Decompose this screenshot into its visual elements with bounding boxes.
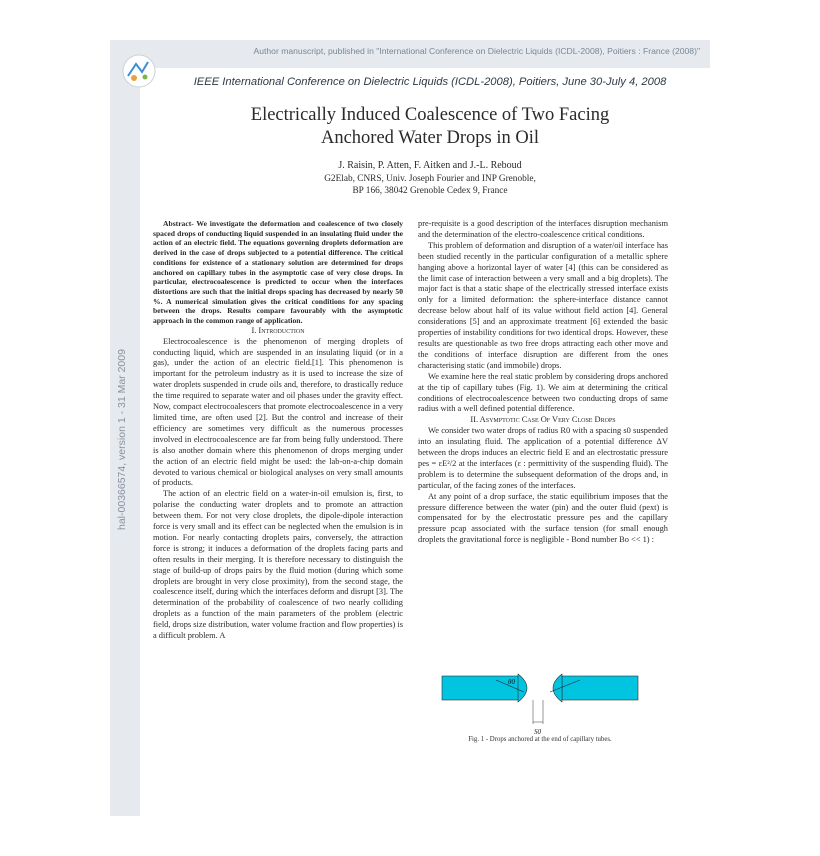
paragraph-setup: We consider two water drops of radius R0 with a spacing s0 suspended into an insulating fluid. The application of a potential difference ΔV between the drops induces an electric field E and an electrostatic pressure pes = εE²/2 at the interfaces (ε : permittivity of the suspending fluid). The problem is to determine the subsequent deformation of the drops and, in particular, of the facing zones of the interfaces.: [418, 426, 668, 490]
figure-caption: Fig. 1 - Drops anchored at the end of capillary tubes.: [468, 736, 612, 743]
abstract: Abstract- We investigate the deformation and coalescence of two closely spaced drops of conducting liquid suspended in an insulating fluid under the action of an electric field. The equations governing droplets deformation are derived in the case of drops subjected to a potential difference. The critical conditions for existence of a stationary solution are determined for drops anchored on capillary tubes in the asymptotic case of very close drops. In particular, electrocoalescence is predicted to occur when the interfaces distortions are such that the initial drops spacing has decreased by nearly 50 %. A numerical simulation gives the critical conditions for any spacing between the drops. Results compare favourably with the asymptotic approach in the common range of application.: [153, 219, 403, 326]
paragraph-aim: We examine here the real static problem by considering drops anchored at the tip of capillary tubes (Fig. 1). We aim at determining the critical conditions of electrocoalescence between two conducting drops of same radius with a well defined potential difference.: [418, 371, 668, 414]
left-column: [153, 219, 403, 642]
right-capillary-tube: [562, 676, 638, 700]
hal-logo: [122, 54, 156, 88]
conference-header: IEEE International Conference on Dielectric Liquids (ICDL-2008), Poitiers, June 30-July 4, 2008: [193, 76, 667, 88]
angle-label: θ0: [508, 678, 515, 686]
spacing-label: S0: [534, 728, 541, 736]
section-heading-asymptotic: II. Asymptotic Case Of Very Close Drops: [470, 415, 616, 425]
paragraph-equilibrium: At any point of a drop surface, the static equilibrium imposes that the pressure difference between the water (pin) and the outer fluid (pext) is compensated for by the electrostatic pressure pes and the capillary pressure pcap associated with the surface tension (for small enough droplets the gravitational force is negligible - Bond number Bo << 1) :: [418, 491, 668, 545]
paragraph-continued: pre-requisite is a good description of the interfaces disruption mechanism and the determination of the electro-coalescence critical conditions.: [418, 219, 668, 239]
paper-title: [160, 104, 700, 150]
intro-paragraph-1: Electrocoalescence is the phenomenon of merging droplets of conducting liquid, which are suspended in an insulating liquid (or in a gas), under the action of an electric field.[1]. This phenomenon is important for the petroleum industry as it is used to increase the size of water droplets suspended in crude oils and, therefore, to drastically reduce the time required to separate water and oil phases under the gravity effect. Now, compact electrocoalescers that promote electrocoalescence in a very limited time, are often used [2]. But the control and increase of their efficiency are sometimes very difficult as the numerous processes involved in electrocoalescence are far from being fully understood. There is also another domain where this phenomenon of drops merging under the action of an electric field might be used: the lab-on-a-chip domain devoted to various chemical or biological analyses on very small amounts of products.: [153, 336, 403, 488]
author-block: [160, 160, 700, 197]
author-names: J. Raisin, P. Atten, F. Aitken and J.-L. Reboud: [338, 160, 522, 171]
section-heading-introduction: I. Introduction: [251, 325, 305, 335]
paragraph-prior-work: This problem of deformation and disruption of a water/oil interface has been studied recently in the particular configuration of a metallic sphere hanging above a horizontal layer of water [4] (this can be considered as the limit case of interaction between a very small and a big droplets). The major fact is that a static shape of the electrically stressed interface exists only for a limited deformation: the sphere-interface distance cannot decrease below about half of its value without field action [4]. General considerations [5] and an approximate treatment [6] extended the basic properties of instability conditions for two identical drops. However, these results are questionable as two free drops attracting each other move and the conditions of interface disruption are different from the ones characterising static (and immobile) drops.: [418, 240, 668, 370]
title-line-1: Electrically Induced Coalescence of Two Facing: [250, 105, 610, 125]
title-line-2: Anchored Water Drops in Oil: [320, 128, 540, 148]
right-column: [418, 219, 668, 546]
left-drop: [518, 674, 527, 702]
hal-identifier: hal-00366574, version 1 - 31 Mar 2009: [116, 349, 128, 530]
figure-1-drops-diagram: [440, 660, 640, 744]
affiliation-line-2: BP 166, 38042 Grenoble Cedex 9, France: [352, 186, 508, 196]
manuscript-note: Author manuscript, published in "International Conference on Dielectric Liquids (ICDL-2008), Poitiers : France (2008)": [253, 46, 700, 56]
affiliation-line-1: G2Elab, CNRS, Univ. Joseph Fourier and INP Grenoble,: [324, 174, 536, 184]
intro-paragraph-2: The action of an electric field on a water-in-oil emulsion is, first, to polarise the conducting water droplets and to promote an attraction between them. For not very close droplets, the dipole-dipole interaction force is very small and its effect can be neglected when the emulsion is in motion. For nearly contacting droplets pairs, conversely, the attraction force is strong; it induces a deformation of the droplets facing parts and often results in their merging. It is therefore necessary to distinguish the stage of build-up of drops pairs by the fluid motion (during which some droplets are brought in very close proximity), from the second stage, the coalescence itself, during which the interfaces deform and disrupt [3]. The determination of the probability of coalescence of two nearly colliding droplets as a function of the main parameters of the problem (electric field, drops size distribution, water volume fraction and flow properties) is a difficult problem. A: [153, 489, 403, 641]
